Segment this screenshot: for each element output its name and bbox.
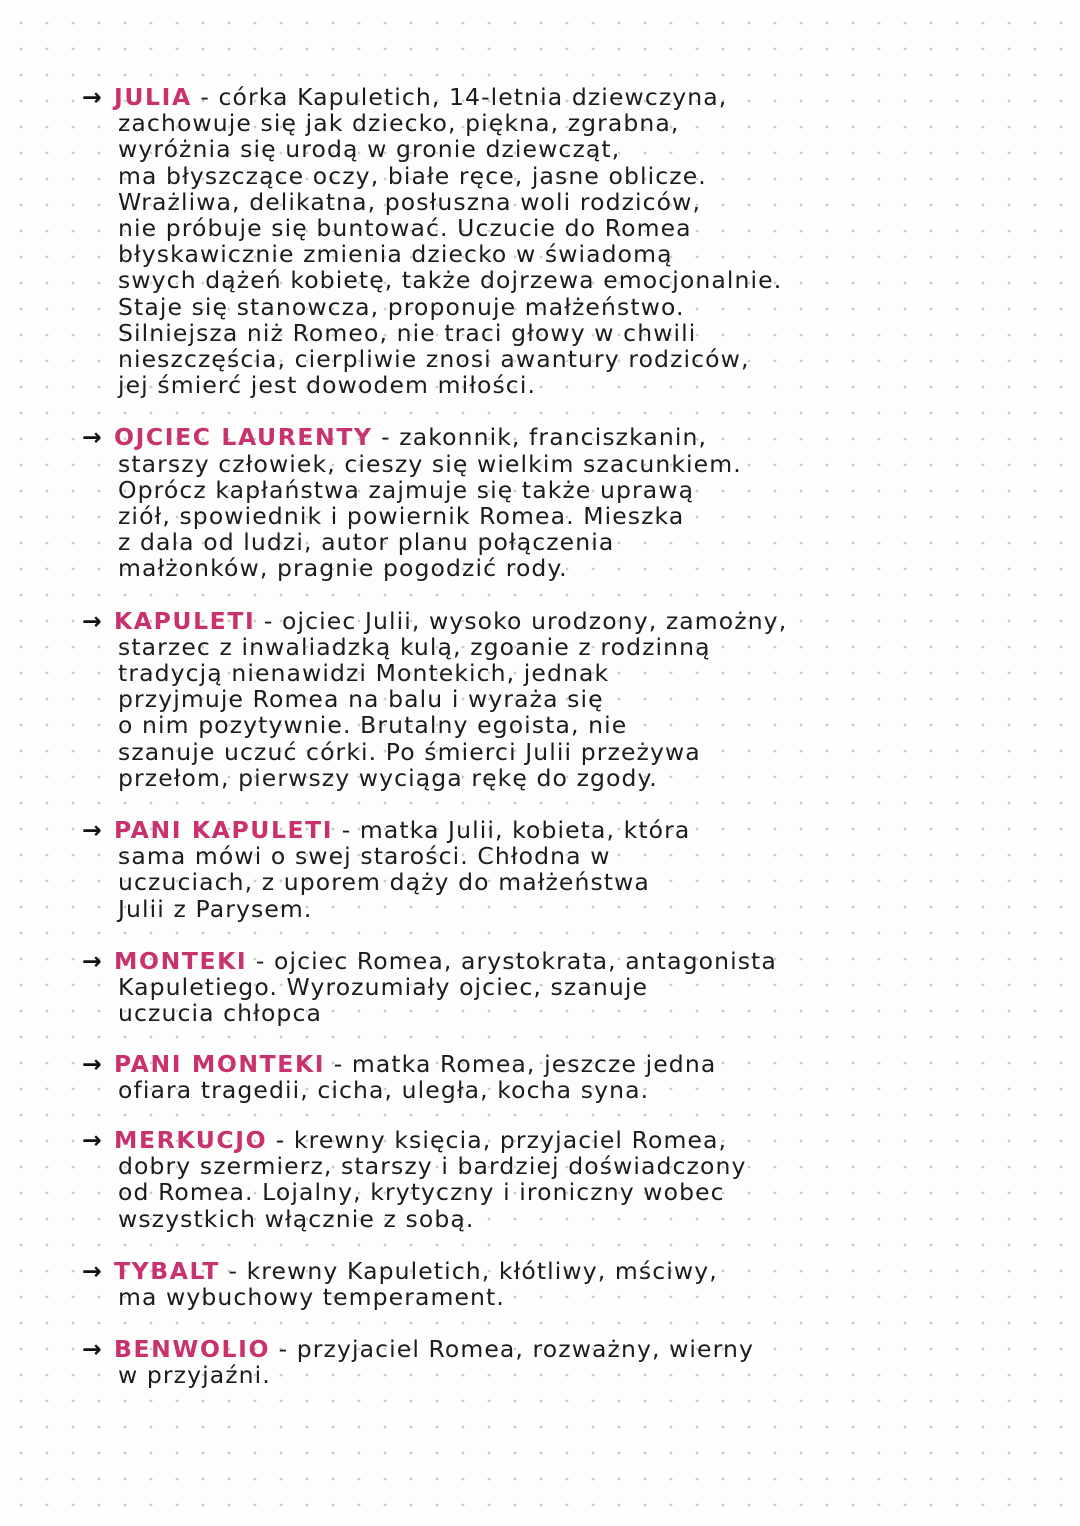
entry-line: Kapuletiego. Wyrozumiały ojciec, szanuje	[118, 973, 649, 1002]
entry-first-line: - córka Kapuletich, 14-letnia dziewczyna,	[200, 83, 728, 111]
notes-content	[82, 84, 1022, 1389]
entry-line: starzec z inwaliadzką kulą, zgoanie z rodzinną	[118, 632, 711, 661]
entry-heading	[82, 948, 1022, 974]
entry-line: błyskawicznie zmienia dziecko w świadomą	[118, 240, 673, 269]
entry-heading	[82, 424, 1022, 450]
entry-line: szanuje uczuć córki. Po śmierci Julii przeżywa	[118, 737, 701, 766]
character-entry-julia	[82, 84, 1022, 398]
character-name: BENWOLIO	[114, 1335, 271, 1364]
entry-line: ma wybuchowy temperament.	[118, 1282, 505, 1311]
entry-line: Silniejsza niż Romeo, nie traci głowy w chwili	[118, 318, 697, 347]
character-entry-pani-kapuleti	[82, 817, 1022, 922]
character-name: KAPULETI	[114, 606, 256, 635]
entry-heading	[82, 608, 1022, 634]
entry-line: uczucia chłopca	[118, 999, 322, 1028]
character-entry-tybalt	[82, 1258, 1022, 1310]
entry-heading	[82, 84, 1022, 110]
arrow-icon: →	[82, 1256, 103, 1285]
arrow-icon: →	[82, 816, 103, 845]
entry-line: od Romea. Lojalny, krytyczny i ironiczny wobec	[118, 1178, 725, 1207]
entry-first-line: - ojciec Julii, wysoko urodzony, zamożny,	[263, 606, 788, 635]
entry-heading	[82, 817, 1022, 843]
entry-line: nie próbuje się buntować. Uczucie do Romea	[118, 214, 692, 243]
entry-line: przyjmuje Romea na balu i wyraża się	[118, 685, 604, 714]
character-name: PANI MONTEKI	[114, 1049, 326, 1078]
arrow-icon: →	[82, 423, 103, 452]
character-name: JULIA	[114, 83, 192, 111]
entry-line: starszy człowiek, cieszy się wielkim szacunkiem.	[118, 449, 742, 478]
entry-line: Oprócz kapłaństwa zajmuje się także uprawą	[118, 475, 695, 504]
entry-first-line: - matka Romea, jeszcze jedna	[333, 1049, 717, 1078]
entry-line: wyróżnia się urodą w gronie dziewcząt,	[118, 135, 621, 164]
entry-first-line: - krewny Kapuletich, kłótliwy, mściwy,	[228, 1256, 718, 1285]
entry-line: swych dążeń kobietę, także dojrzewa emocjonalnie.	[118, 266, 783, 295]
entry-line: z dala od ludzi, autor planu połączenia	[118, 528, 615, 557]
arrow-icon: →	[82, 606, 103, 635]
character-entry-kapuleti	[82, 608, 1022, 791]
arrow-icon: →	[82, 1049, 103, 1078]
entry-line: jej śmierć jest dowodem miłości.	[118, 371, 537, 400]
entry-heading	[82, 1051, 1022, 1077]
entry-first-line: - krewny księcia, przyjaciel Romea,	[275, 1125, 728, 1154]
entry-line: zachowuje się jak dziecko, piękna, zgrabna,	[118, 109, 680, 138]
entry-first-line: - ojciec Romea, arystokrata, antagonista	[255, 946, 777, 975]
entry-line: przełom, pierwszy wyciąga rękę do zgody.	[118, 763, 658, 792]
entry-first-line: - zakonnik, franciszkanin,	[381, 423, 708, 452]
entry-line: ziół, spowiednik i powiernik Romea. Mieszka	[118, 502, 685, 531]
arrow-icon: →	[82, 1335, 103, 1364]
entry-line: Wrażliwa, delikatna, posłuszna woli rodziców,	[118, 187, 702, 216]
entry-line: o nim pozytywnie. Brutalny egoista, nie	[118, 711, 628, 740]
arrow-icon: →	[82, 946, 103, 975]
character-entry-benwolio	[82, 1336, 1022, 1388]
entry-first-line: - matka Julii, kobieta, która	[341, 816, 691, 845]
entry-heading	[82, 1258, 1022, 1284]
character-entry-merkucjo	[82, 1127, 1022, 1232]
character-name: OJCIEC LAURENTY	[114, 423, 373, 452]
entry-heading	[82, 1127, 1022, 1153]
entry-first-line: - przyjaciel Romea, rozważny, wierny	[278, 1335, 754, 1364]
entry-line: tradycją nienawidzi Montekich, jednak	[118, 659, 610, 688]
arrow-icon: →	[82, 1125, 103, 1154]
entry-line: Julii z Parysem.	[118, 894, 313, 923]
character-entry-pani-monteki	[82, 1051, 1022, 1103]
character-entry-ojciec-laurenty	[82, 424, 1022, 581]
entry-line: ofiara tragedii, cicha, uległa, kocha syna.	[118, 1075, 650, 1104]
arrow-icon: →	[82, 83, 103, 111]
entry-heading	[82, 1336, 1022, 1362]
entry-line: dobry szermierz, starszy i bardziej doświadczony	[118, 1152, 747, 1181]
entry-line: ma błyszczące oczy, białe ręce, jasne oblicze.	[118, 161, 707, 190]
entry-line: uczuciach, z uporem dąży do małżeństwa	[118, 868, 650, 897]
character-name: MERKUCJO	[114, 1125, 268, 1154]
character-entry-monteki	[82, 948, 1022, 1027]
entry-line: Staje się stanowcza, proponuje małżeństwo.	[118, 292, 685, 321]
entry-line: w przyjaźni.	[118, 1361, 271, 1390]
entry-line: sama mówi o swej starości. Chłodna w	[118, 842, 611, 871]
character-name: MONTEKI	[114, 946, 248, 975]
entry-line: wszystkich włącznie z sobą.	[118, 1204, 475, 1233]
character-name: PANI KAPULETI	[114, 816, 334, 845]
character-name: TYBALT	[114, 1256, 220, 1285]
entry-line: nieszczęścia, cierpliwie znosi awantury rodziców,	[118, 345, 750, 374]
entry-line: małżonków, pragnie pogodzić rody.	[118, 554, 568, 583]
